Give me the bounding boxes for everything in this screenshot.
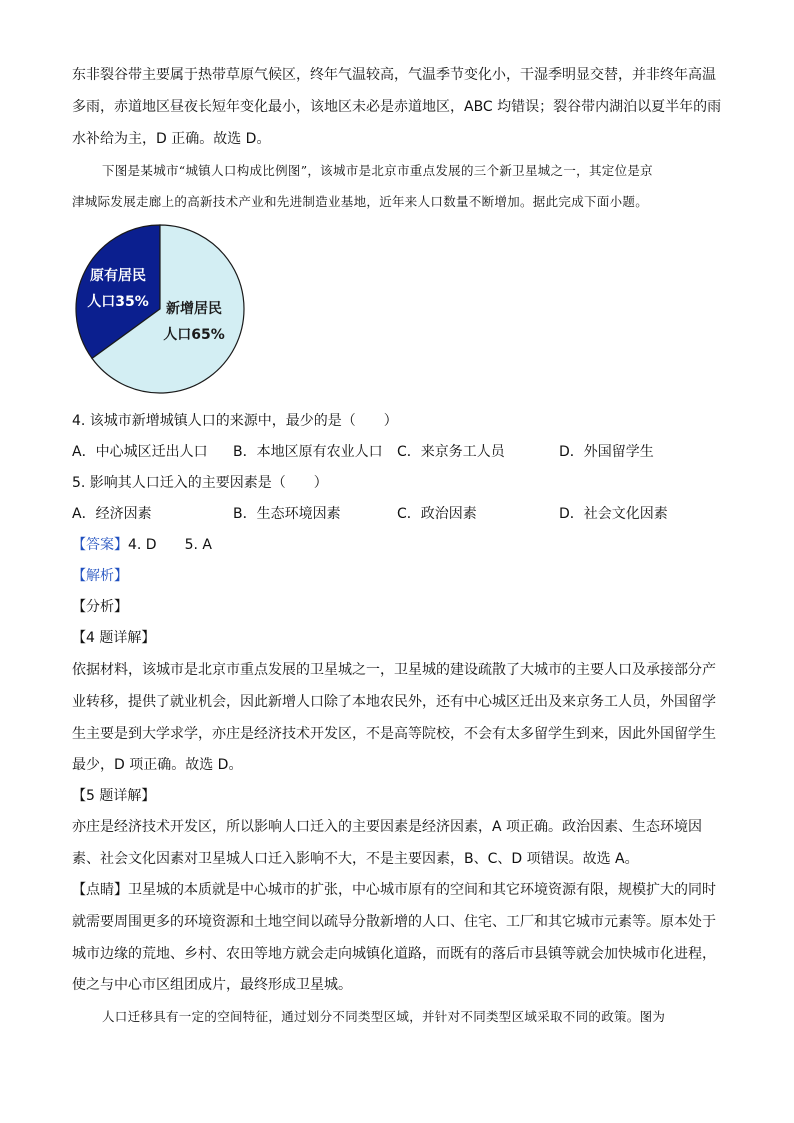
dianjing-line-2: 就需要周围更多的环境资源和土地空间以疏导分散新增的人口、住宅、工厂和其它城市元素等。原本处于 xyxy=(72,914,716,930)
next-material-line: 人口迁移具有一定的空间特征，通过划分不同类型区域，并针对不同类型区域采取不同的政策。图为 xyxy=(102,1009,666,1024)
dianjing-tag: 【点睛】 xyxy=(72,882,128,898)
question-4-option-b: B．本地区原有农业人口 xyxy=(233,444,383,460)
fenxi-tag: 【分析】 xyxy=(72,599,128,615)
detail-5-line-2: 素、社会文化因素对卫星城人口迁入影响不大，不是主要因素，B、C、D 项错误。故选 A。 xyxy=(72,851,639,867)
analysis-tag: 【解析】 xyxy=(72,568,128,584)
detail-4-line-4: 最少，D 项正确。故选 D。 xyxy=(72,757,243,773)
detail-5-tag: 【5 题详解】 xyxy=(72,788,156,804)
pie-label-1-line-1: 原有居民 xyxy=(90,268,146,284)
question-5-option-b: B．生态环境因素 xyxy=(233,506,341,522)
dianjing-line-1 xyxy=(72,881,716,899)
detail-4-tag: 【4 题详解】 xyxy=(72,630,156,646)
intro-line-1: 东非裂谷带主要属于热带草原气候区，终年气温较高，气温季节变化小，干湿季明显交替，并非终年高温 xyxy=(72,67,716,83)
detail-4-line-2: 业转移，提供了就业机会，因此新增人口除了本地农民外，还有中心城区迁出及来京务工人员，外国留学 xyxy=(72,694,716,710)
population-pie-chart xyxy=(74,222,246,396)
question-5-option-c: C．政治因素 xyxy=(397,506,477,522)
question-5-stem: 5. 影响其人口迁入的主要因素是（ ） xyxy=(72,475,328,491)
question-4-option-c: C．来京务工人员 xyxy=(397,444,505,460)
material-line-1: 下图是某城市“城镇人口构成比例图”，该城市是北京市重点发展的三个新卫星城之一，其定位是京 xyxy=(102,163,653,178)
detail-4-line-1: 依据材料，该城市是北京市重点发展的卫星城之一，卫星城的建设疏散了大城市的主要人口及承接部分产 xyxy=(72,662,716,678)
detail-5-line-1: 亦庄是经济技术开发区，所以影响人口迁入的主要因素是经济因素，A 项正确。政治因素、生态环境因 xyxy=(72,819,703,835)
question-5-option-a: A．经济因素 xyxy=(72,506,152,522)
detail-4-line-3: 生主要是到大学求学，亦庄是经济技术开发区，不是高等院校，不会有太多留学生到来，因此外国留学生 xyxy=(72,726,716,742)
answer-tag: 【答案】 xyxy=(72,537,128,553)
pie-label-2-line-1: 新增居民 xyxy=(166,301,222,317)
dianjing-first: 卫星城的本质就是中心城市的扩张，中心城市原有的空间和其它环境资源有限，规模扩大的同时 xyxy=(128,882,716,898)
question-4-option-a: A．中心城区迁出人口 xyxy=(72,444,208,460)
answer-line xyxy=(72,536,212,554)
answer-text: 4. D 5. A xyxy=(128,537,212,553)
question-4-option-d: D．外国留学生 xyxy=(559,444,654,460)
question-4-stem: 4. 该城市新增城镇人口的来源中，最少的是（ ） xyxy=(72,413,398,429)
question-5-option-d: D．社会文化因素 xyxy=(559,506,668,522)
intro-line-3: 水补给为主，D 正确。故选 D。 xyxy=(72,131,271,147)
pie-label-1-line-2: 人口35% xyxy=(87,294,149,310)
pie-label-2-line-2: 人口65% xyxy=(163,327,225,343)
dianjing-line-3: 城市边缘的荒地、乡村、农田等地方就会走向城镇化道路，而既有的落后市县镇等就会加快城市化进程， xyxy=(72,946,716,962)
dianjing-line-4: 使之与中心市区组团成片，最终形成卫星城。 xyxy=(72,977,352,993)
material-line-2: 津城际发展走廊上的高新技术产业和先进制造业基地，近年来人口数量不断增加。据此完成下面小题。 xyxy=(72,194,649,209)
intro-line-2: 多雨，赤道地区昼夜长短年变化最小，该地区未必是赤道地区，ABC 均错误；裂谷带内湖泊以夏半年的雨 xyxy=(72,99,722,115)
